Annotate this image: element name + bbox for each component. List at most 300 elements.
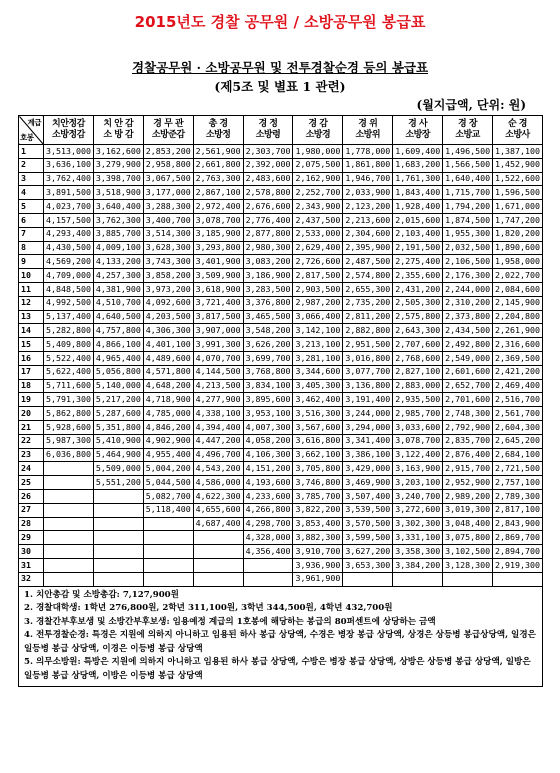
salary-cell: [44, 476, 94, 490]
table-row: [19, 558, 543, 572]
salary-cell: 1,980,000: [293, 145, 343, 159]
salary-cell: 3,019,300: [443, 503, 493, 517]
step-number-cell: 27: [19, 503, 44, 517]
salary-cell: 3,618,900: [193, 282, 243, 296]
salary-cell: 3,203,100: [393, 476, 443, 490]
salary-cell: 2,304,600: [343, 227, 393, 241]
salary-cell: 3,294,000: [343, 420, 393, 434]
salary-cell: 2,549,000: [443, 351, 493, 365]
salary-cell: 1,958,000: [493, 255, 543, 269]
salary-cell: 1,683,200: [393, 158, 443, 172]
salary-cell: 3,653,300: [343, 558, 393, 572]
table-row: [19, 489, 543, 503]
column-header-line: 경 장: [458, 119, 478, 129]
step-number-cell: 4: [19, 186, 44, 200]
document-subtitle-reference: (제5조 및 별표 1 관련): [214, 79, 346, 94]
salary-cell: [93, 503, 143, 517]
table-row: [19, 462, 543, 476]
salary-cell: 2,915,700: [443, 462, 493, 476]
salary-cell: 2,735,200: [343, 296, 393, 310]
salary-cell: [143, 545, 193, 559]
column-header: [343, 116, 393, 145]
column-header-line: 경 감: [308, 119, 328, 129]
salary-cell: 4,496,700: [193, 448, 243, 462]
salary-cell: 3,721,400: [193, 296, 243, 310]
salary-cell: 2,075,500: [293, 158, 343, 172]
column-header: [44, 116, 94, 145]
salary-cell: 2,437,500: [293, 213, 343, 227]
salary-cell: 3,817,500: [193, 310, 243, 324]
salary-cell: 3,331,100: [393, 531, 443, 545]
salary-cell: 4,785,000: [143, 407, 193, 421]
salary-cell: [193, 558, 243, 572]
table-row: [19, 324, 543, 338]
step-number-cell: 12: [19, 296, 44, 310]
salary-cell: 3,240,700: [393, 489, 443, 503]
salary-cell: 2,123,200: [343, 200, 393, 214]
salary-cell: 2,972,400: [193, 200, 243, 214]
salary-cell: 4,007,300: [243, 420, 293, 434]
salary-cell: 2,811,200: [343, 310, 393, 324]
table-row: [19, 296, 543, 310]
unit-label: (월지급액, 단위: 원): [416, 98, 526, 112]
salary-cell: 4,298,700: [243, 517, 293, 531]
salary-cell: 3,834,100: [243, 379, 293, 393]
salary-cell: 2,574,800: [343, 269, 393, 283]
salary-cell: 2,244,000: [443, 282, 493, 296]
salary-cell: 1,596,500: [493, 186, 543, 200]
salary-cell: 2,835,700: [443, 434, 493, 448]
step-number-cell: 6: [19, 213, 44, 227]
salary-cell: 4,965,400: [93, 351, 143, 365]
salary-cell: 5,056,800: [93, 365, 143, 379]
salary-cell: 1,609,400: [393, 145, 443, 159]
salary-cell: 5,464,900: [93, 448, 143, 462]
salary-cell: 2,303,700: [243, 145, 293, 159]
column-header: [443, 116, 493, 145]
salary-cell: 2,434,500: [443, 324, 493, 338]
salary-cell: 3,067,500: [143, 172, 193, 186]
column-header-line: 소방정: [205, 130, 231, 140]
salary-cell: 3,272,600: [393, 503, 443, 517]
salary-cell: 4,543,200: [193, 462, 243, 476]
salary-cell: 3,853,400: [293, 517, 343, 531]
salary-cell: 2,561,900: [193, 145, 243, 159]
note-item: 1. 치안총감 및 소방총감: 7,127,900원: [24, 589, 179, 600]
salary-cell: 2,032,500: [443, 241, 493, 255]
salary-cell: 2,015,600: [393, 213, 443, 227]
salary-cell: 2,655,300: [343, 282, 393, 296]
step-number-cell: 8: [19, 241, 44, 255]
table-row: [19, 351, 543, 365]
salary-cell: 6,036,800: [44, 448, 94, 462]
salary-cell: 2,952,900: [443, 476, 493, 490]
salary-cell: 2,022,700: [493, 269, 543, 283]
salary-cell: 5,509,000: [93, 462, 143, 476]
salary-cell: 2,652,700: [443, 379, 493, 393]
salary-cell: 3,507,400: [343, 489, 393, 503]
salary-cell: [93, 531, 143, 545]
table-row: [19, 227, 543, 241]
table-row: [19, 503, 543, 517]
salary-cell: 4,757,800: [93, 324, 143, 338]
salary-cell: 3,891,500: [44, 186, 94, 200]
step-number-cell: 7: [19, 227, 44, 241]
salary-cell: 4,070,700: [193, 351, 243, 365]
salary-cell: 3,279,900: [93, 158, 143, 172]
salary-cell: 4,023,700: [44, 200, 94, 214]
salary-cell: 4,381,900: [93, 282, 143, 296]
salary-cell: 3,518,900: [93, 186, 143, 200]
salary-cell: 5,410,900: [93, 434, 143, 448]
salary-cell: 5,522,400: [44, 351, 94, 365]
salary-cell: 2,162,900: [293, 172, 343, 186]
salary-cell: 5,044,500: [143, 476, 193, 490]
salary-cell: 2,867,100: [193, 186, 243, 200]
salary-cell: 1,955,300: [443, 227, 493, 241]
salary-cell: 2,827,100: [393, 365, 443, 379]
column-header: [293, 116, 343, 145]
salary-cell: 2,853,200: [143, 145, 193, 159]
salary-cell: 2,684,100: [493, 448, 543, 462]
salary-cell: 3,762,300: [93, 213, 143, 227]
table-row: [19, 434, 543, 448]
table-row: [19, 310, 543, 324]
notes-row: [19, 586, 543, 686]
table-row: [19, 158, 543, 172]
salary-cell: 3,341,400: [343, 434, 393, 448]
salary-cell: 2,748,300: [443, 407, 493, 421]
column-header-line: 소방경: [305, 130, 331, 140]
salary-cell: [93, 517, 143, 531]
salary-cell: 4,622,300: [193, 489, 243, 503]
salary-cell: 2,355,600: [393, 269, 443, 283]
step-number-cell: 20: [19, 407, 44, 421]
salary-cell: 2,106,500: [443, 255, 493, 269]
table-row: [19, 145, 543, 159]
salary-cell: 1,874,500: [443, 213, 493, 227]
salary-cell: 2,310,200: [443, 296, 493, 310]
salary-cell: [44, 572, 94, 586]
salary-cell: 3,078,700: [393, 434, 443, 448]
table-row: [19, 200, 543, 214]
table-row: [19, 572, 543, 586]
salary-cell: 2,980,300: [243, 241, 293, 255]
salary-cell: 3,142,100: [293, 324, 343, 338]
salary-cell: 5,409,800: [44, 338, 94, 352]
step-number-cell: 2: [19, 158, 44, 172]
salary-cell: 5,987,300: [44, 434, 94, 448]
table-row: [19, 379, 543, 393]
table-row: [19, 365, 543, 379]
salary-cell: 4,846,200: [143, 420, 193, 434]
salary-cell: 3,078,700: [193, 213, 243, 227]
salary-cell: 5,118,400: [143, 503, 193, 517]
salary-cell: 4,510,700: [93, 296, 143, 310]
table-body: [19, 145, 543, 687]
salary-cell: [143, 531, 193, 545]
salary-cell: [44, 545, 94, 559]
salary-table: [18, 115, 543, 687]
salary-cell: 3,961,900: [293, 572, 343, 586]
salary-cell: 4,430,500: [44, 241, 94, 255]
salary-cell: [93, 545, 143, 559]
salary-cell: 2,919,300: [493, 558, 543, 572]
salary-cell: 5,140,000: [93, 379, 143, 393]
salary-cell: 3,429,000: [343, 462, 393, 476]
salary-cell: 2,578,800: [243, 186, 293, 200]
salary-cell: [443, 572, 493, 586]
salary-cell: 3,386,100: [343, 448, 393, 462]
salary-cell: [93, 489, 143, 503]
salary-cell: 5,551,200: [93, 476, 143, 490]
salary-cell: 3,358,300: [393, 545, 443, 559]
step-number-cell: 29: [19, 531, 44, 545]
salary-cell: 3,465,500: [243, 310, 293, 324]
salary-cell: 3,244,000: [343, 407, 393, 421]
salary-cell: 2,033,900: [343, 186, 393, 200]
salary-cell: 2,629,400: [293, 241, 343, 255]
corner-step-label: 호봉: [20, 133, 34, 142]
step-number-cell: 23: [19, 448, 44, 462]
salary-cell: 1,794,200: [443, 200, 493, 214]
note-item: 2. 경찰대학생: 1학년 276,800원, 2학년 311,100원, 3학년 344,500원, 4학년 432,700원: [24, 603, 393, 614]
salary-cell: 3,539,500: [343, 503, 393, 517]
salary-cell: 4,648,200: [143, 379, 193, 393]
salary-cell: 1,387,100: [493, 145, 543, 159]
salary-cell: 1,496,500: [443, 145, 493, 159]
table-header-row: [19, 116, 543, 145]
salary-cell: [193, 545, 243, 559]
salary-cell: [193, 531, 243, 545]
salary-cell: 2,483,600: [243, 172, 293, 186]
salary-cell: 4,203,500: [143, 310, 193, 324]
salary-cell: 3,636,100: [44, 158, 94, 172]
salary-cell: 2,561,700: [493, 407, 543, 421]
salary-cell: 2,316,600: [493, 338, 543, 352]
salary-cell: 3,548,200: [243, 324, 293, 338]
salary-cell: 2,533,000: [293, 227, 343, 241]
table-row: [19, 476, 543, 490]
step-number-cell: 5: [19, 200, 44, 214]
salary-cell: [143, 558, 193, 572]
salary-cell: 2,876,400: [443, 448, 493, 462]
column-header-line: 경 무 관: [153, 119, 184, 129]
column-header-line: 소방정감: [52, 130, 85, 140]
column-header: [493, 116, 543, 145]
salary-cell: 3,376,800: [243, 296, 293, 310]
step-number-cell: 9: [19, 255, 44, 269]
note-item: 3. 경찰간부후보생 및 소방간부후보생: 임용예정 계급의 1호봉에 해당하는 봉급의 80퍼센트에 상당하는 금액: [24, 616, 436, 627]
table-row: [19, 255, 543, 269]
table-row: [19, 531, 543, 545]
salary-cell: 3,626,200: [243, 338, 293, 352]
salary-cell: 3,191,400: [343, 393, 393, 407]
salary-cell: 3,293,800: [193, 241, 243, 255]
salary-cell: 4,992,500: [44, 296, 94, 310]
salary-cell: 2,191,500: [393, 241, 443, 255]
salary-cell: 2,643,300: [393, 324, 443, 338]
salary-cell: 4,955,400: [143, 448, 193, 462]
salary-cell: 2,882,800: [343, 324, 393, 338]
salary-cell: 2,369,500: [493, 351, 543, 365]
step-number-cell: 31: [19, 558, 44, 572]
salary-cell: [44, 489, 94, 503]
salary-cell: 2,817,500: [293, 269, 343, 283]
table-row: [19, 393, 543, 407]
column-header: [243, 116, 293, 145]
salary-cell: 3,400,700: [143, 213, 193, 227]
table-row: [19, 338, 543, 352]
salary-cell: 4,293,400: [44, 227, 94, 241]
salary-cell: 2,176,300: [443, 269, 493, 283]
salary-cell: 4,306,300: [143, 324, 193, 338]
salary-cell: 4,233,600: [243, 489, 293, 503]
salary-cell: 2,701,600: [443, 393, 493, 407]
salary-cell: 3,398,700: [93, 172, 143, 186]
salary-cell: 3,699,700: [243, 351, 293, 365]
salary-cell: 1,522,600: [493, 172, 543, 186]
salary-cell: 4,640,500: [93, 310, 143, 324]
salary-cell: 3,973,200: [143, 282, 193, 296]
salary-cell: 4,866,100: [93, 338, 143, 352]
salary-cell: 2,883,000: [393, 379, 443, 393]
salary-cell: 5,287,600: [93, 407, 143, 421]
salary-cell: 4,009,100: [93, 241, 143, 255]
salary-cell: 3,599,500: [343, 531, 393, 545]
salary-cell: 2,373,800: [443, 310, 493, 324]
salary-cell: 2,213,600: [343, 213, 393, 227]
salary-cell: 4,687,400: [193, 517, 243, 531]
column-header-line: 소방장: [405, 130, 430, 140]
salary-cell: 4,489,600: [143, 351, 193, 365]
page-title: 2015년도 경찰 공무원 / 소방공무원 봉급표: [134, 13, 426, 31]
salary-cell: 3,186,900: [243, 269, 293, 283]
salary-cell: 3,469,900: [343, 476, 393, 490]
salary-cell: 3,283,500: [243, 282, 293, 296]
salary-cell: 4,709,000: [44, 269, 94, 283]
salary-cell: [143, 517, 193, 531]
table-row: [19, 448, 543, 462]
salary-cell: 2,469,400: [493, 379, 543, 393]
step-number-cell: 24: [19, 462, 44, 476]
salary-cell: 3,401,900: [193, 255, 243, 269]
salary-cell: 3,122,400: [393, 448, 443, 462]
salary-cell: 3,213,100: [293, 338, 343, 352]
table-row: [19, 269, 543, 283]
salary-cell: 2,505,300: [393, 296, 443, 310]
salary-cell: 4,266,800: [243, 503, 293, 517]
salary-cell: 1,640,400: [443, 172, 493, 186]
salary-cell: 3,628,300: [143, 241, 193, 255]
salary-cell: 2,721,500: [493, 462, 543, 476]
salary-cell: 3,302,300: [393, 517, 443, 531]
salary-cell: 2,951,500: [343, 338, 393, 352]
salary-cell: 3,885,700: [93, 227, 143, 241]
salary-cell: 3,083,200: [243, 255, 293, 269]
salary-cell: 2,145,900: [493, 296, 543, 310]
salary-cell: 3,895,600: [243, 393, 293, 407]
salary-cell: 5,137,400: [44, 310, 94, 324]
salary-cell: 3,162,600: [93, 145, 143, 159]
salary-cell: 2,604,300: [493, 420, 543, 434]
step-number-cell: 25: [19, 476, 44, 490]
step-number-cell: 16: [19, 351, 44, 365]
salary-cell: 1,843,400: [393, 186, 443, 200]
step-number-cell: 30: [19, 545, 44, 559]
salary-cell: 4,401,100: [143, 338, 193, 352]
notes-cell: [19, 586, 543, 686]
step-number-cell: 21: [19, 420, 44, 434]
salary-cell: 3,344,600: [293, 365, 343, 379]
salary-cell: 4,902,900: [143, 434, 193, 448]
salary-cell: 2,894,700: [493, 545, 543, 559]
salary-cell: 2,757,100: [493, 476, 543, 490]
salary-cell: 3,627,200: [343, 545, 393, 559]
salary-cell: [44, 503, 94, 517]
table-row: [19, 213, 543, 227]
salary-cell: 1,928,400: [393, 200, 443, 214]
salary-cell: 1,820,200: [493, 227, 543, 241]
column-header: [193, 116, 243, 145]
step-number-cell: 13: [19, 310, 44, 324]
salary-cell: [44, 558, 94, 572]
salary-cell: 2,768,600: [393, 351, 443, 365]
salary-cell: 5,351,800: [93, 420, 143, 434]
salary-cell: 4,277,900: [193, 393, 243, 407]
step-number-cell: 11: [19, 282, 44, 296]
salary-cell: [44, 462, 94, 476]
salary-cell: 2,792,900: [443, 420, 493, 434]
salary-cell: 4,718,900: [143, 393, 193, 407]
salary-cell: 3,102,500: [443, 545, 493, 559]
salary-cell: 2,869,700: [493, 531, 543, 545]
salary-cell: [143, 572, 193, 586]
salary-cell: 2,261,900: [493, 324, 543, 338]
column-header-line: 총 경: [208, 119, 228, 129]
step-number-cell: 17: [19, 365, 44, 379]
salary-cell: 2,431,200: [393, 282, 443, 296]
salary-cell: 3,858,200: [143, 269, 193, 283]
salary-cell: 3,953,100: [243, 407, 293, 421]
salary-cell: 3,785,700: [293, 489, 343, 503]
salary-cell: 2,103,400: [393, 227, 443, 241]
salary-cell: 5,711,600: [44, 379, 94, 393]
table-row: [19, 186, 543, 200]
step-number-cell: 14: [19, 324, 44, 338]
salary-cell: 3,762,400: [44, 172, 94, 186]
salary-cell: 2,492,800: [443, 338, 493, 352]
column-header-line: 소방령: [255, 130, 281, 140]
salary-cell: 5,282,800: [44, 324, 94, 338]
table-row: [19, 545, 543, 559]
salary-cell: 3,136,800: [343, 379, 393, 393]
salary-cell: [193, 572, 243, 586]
salary-cell: 3,616,800: [293, 434, 343, 448]
salary-cell: 1,890,600: [493, 241, 543, 255]
salary-cell: 2,395,900: [343, 241, 393, 255]
salary-cell: 2,575,800: [393, 310, 443, 324]
salary-cell: 1,671,000: [493, 200, 543, 214]
column-header-line: 경 사: [408, 119, 428, 129]
salary-cell: 3,177,000: [143, 186, 193, 200]
salary-cell: [93, 558, 143, 572]
salary-cell: 3,513,000: [44, 145, 94, 159]
salary-cell: 1,715,700: [443, 186, 493, 200]
salary-cell: 2,661,800: [193, 158, 243, 172]
column-header-line: 소방위: [355, 130, 381, 140]
table-row: [19, 420, 543, 434]
